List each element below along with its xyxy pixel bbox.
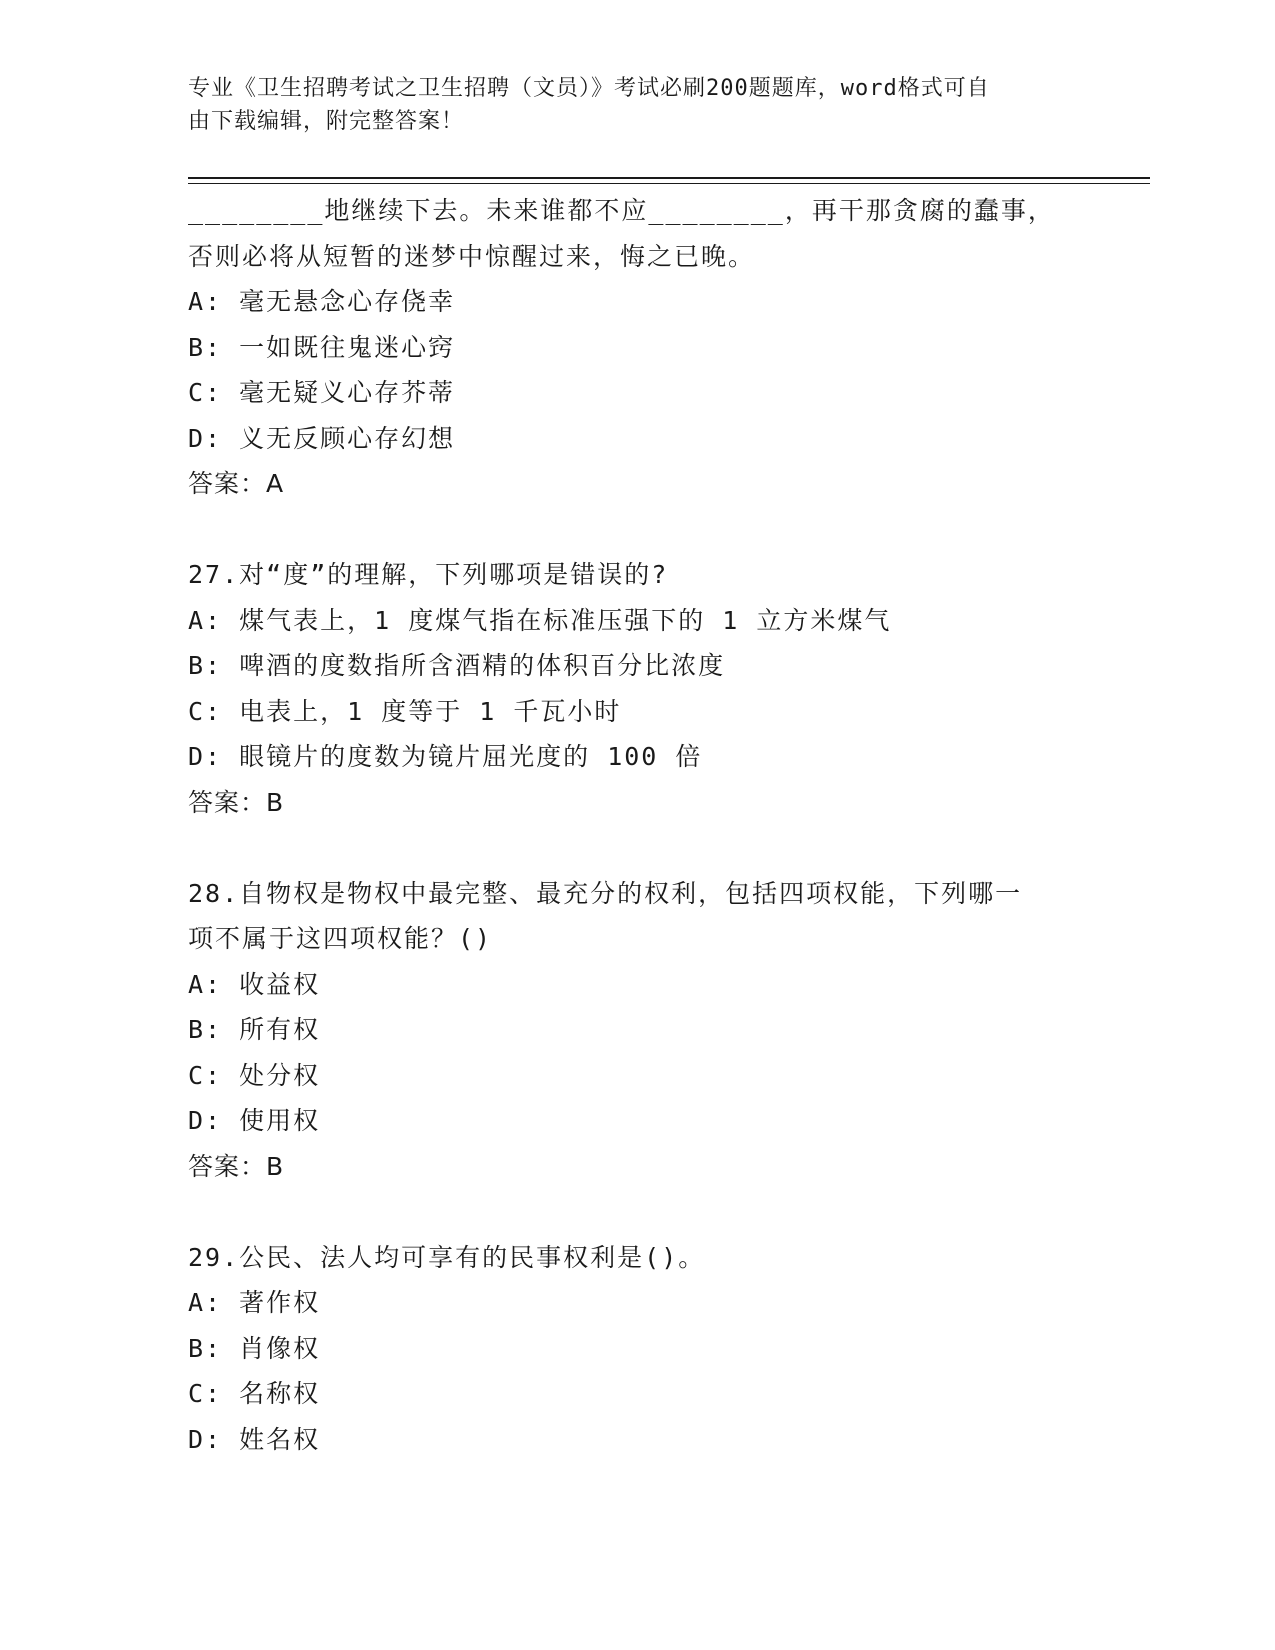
question-26-answer: 答案：A xyxy=(188,469,285,498)
question-28-option-c: C: 处分权 xyxy=(188,1060,321,1090)
question-27-option-c: C: 电表上，1 度等于 1 千瓦小时 xyxy=(188,696,622,726)
question-29-option-c: C: 名称权 xyxy=(188,1379,321,1408)
question-29-option-d: D: 姓名权 xyxy=(188,1424,321,1454)
question-27-option-a: A: 煤气表上，1 度煤气指在标准压强下的 1 立方米煤气 xyxy=(188,605,892,635)
question-26-option-b: B: 一如既往鬼迷心窍 xyxy=(188,332,456,362)
document-header xyxy=(188,72,1068,138)
question-28 xyxy=(188,871,1088,1190)
question-26-option-d: D: 义无反顾心存幻想 xyxy=(188,423,456,453)
question-29-option-b: B: 肖像权 xyxy=(188,1333,321,1363)
question-27 xyxy=(188,552,1088,825)
question-26-option-c: C: 毫无疑义心存芥蒂 xyxy=(188,378,456,407)
question-28-option-a: A: 收益权 xyxy=(188,969,321,999)
question-26-option-a: A: 毫无悬念心存侥幸 xyxy=(188,287,456,316)
question-28-option-b: B: 所有权 xyxy=(188,1015,321,1044)
question-29-option-a: A: 著作权 xyxy=(188,1288,321,1317)
question-27-option-d: D: 眼镜片的度数为镜片屈光度的 100 倍 xyxy=(188,742,703,771)
question-spacer xyxy=(188,507,1088,553)
header-line-2: 由下载编辑，附完整答案！ xyxy=(188,109,465,134)
question-spacer xyxy=(188,1189,1088,1235)
question-29-stem: 29.公民、法人均可享有的民事权利是()。 xyxy=(188,1242,706,1272)
question-26-stem-line-1: ________地继续下去。未来谁都不应________，再干那贪腐的蠢事， xyxy=(188,196,1055,225)
question-26-stem-line-2: 否则必将从短暂的迷梦中惊醒过来，悔之已晚。 xyxy=(188,241,756,271)
header-divider-thin xyxy=(188,183,1150,184)
question-27-answer: 答案：B xyxy=(188,787,285,817)
header-line-1: 专业《卫生招聘考试之卫生招聘（文员）》考试必刷200题题库，word格式可自 xyxy=(188,76,990,101)
question-list xyxy=(188,188,1088,1462)
question-28-option-d: D: 使用权 xyxy=(188,1106,321,1135)
question-29 xyxy=(188,1235,1088,1463)
header-divider-thick xyxy=(188,177,1150,179)
question-27-stem: 27.对“度”的理解，下列哪项是错误的? xyxy=(188,560,669,589)
question-28-stem-line-2: 项不属于这四项权能？() xyxy=(188,924,493,953)
question-27-option-b: B: 啤酒的度数指所含酒精的体积百分比浓度 xyxy=(188,651,726,680)
question-spacer xyxy=(188,825,1088,871)
question-28-stem-line-1: 28.自物权是物权中最完整、最充分的权利，包括四项权能，下列哪一 xyxy=(188,878,1023,908)
question-28-answer: 答案：B xyxy=(188,1151,285,1181)
question-26 xyxy=(188,188,1088,507)
